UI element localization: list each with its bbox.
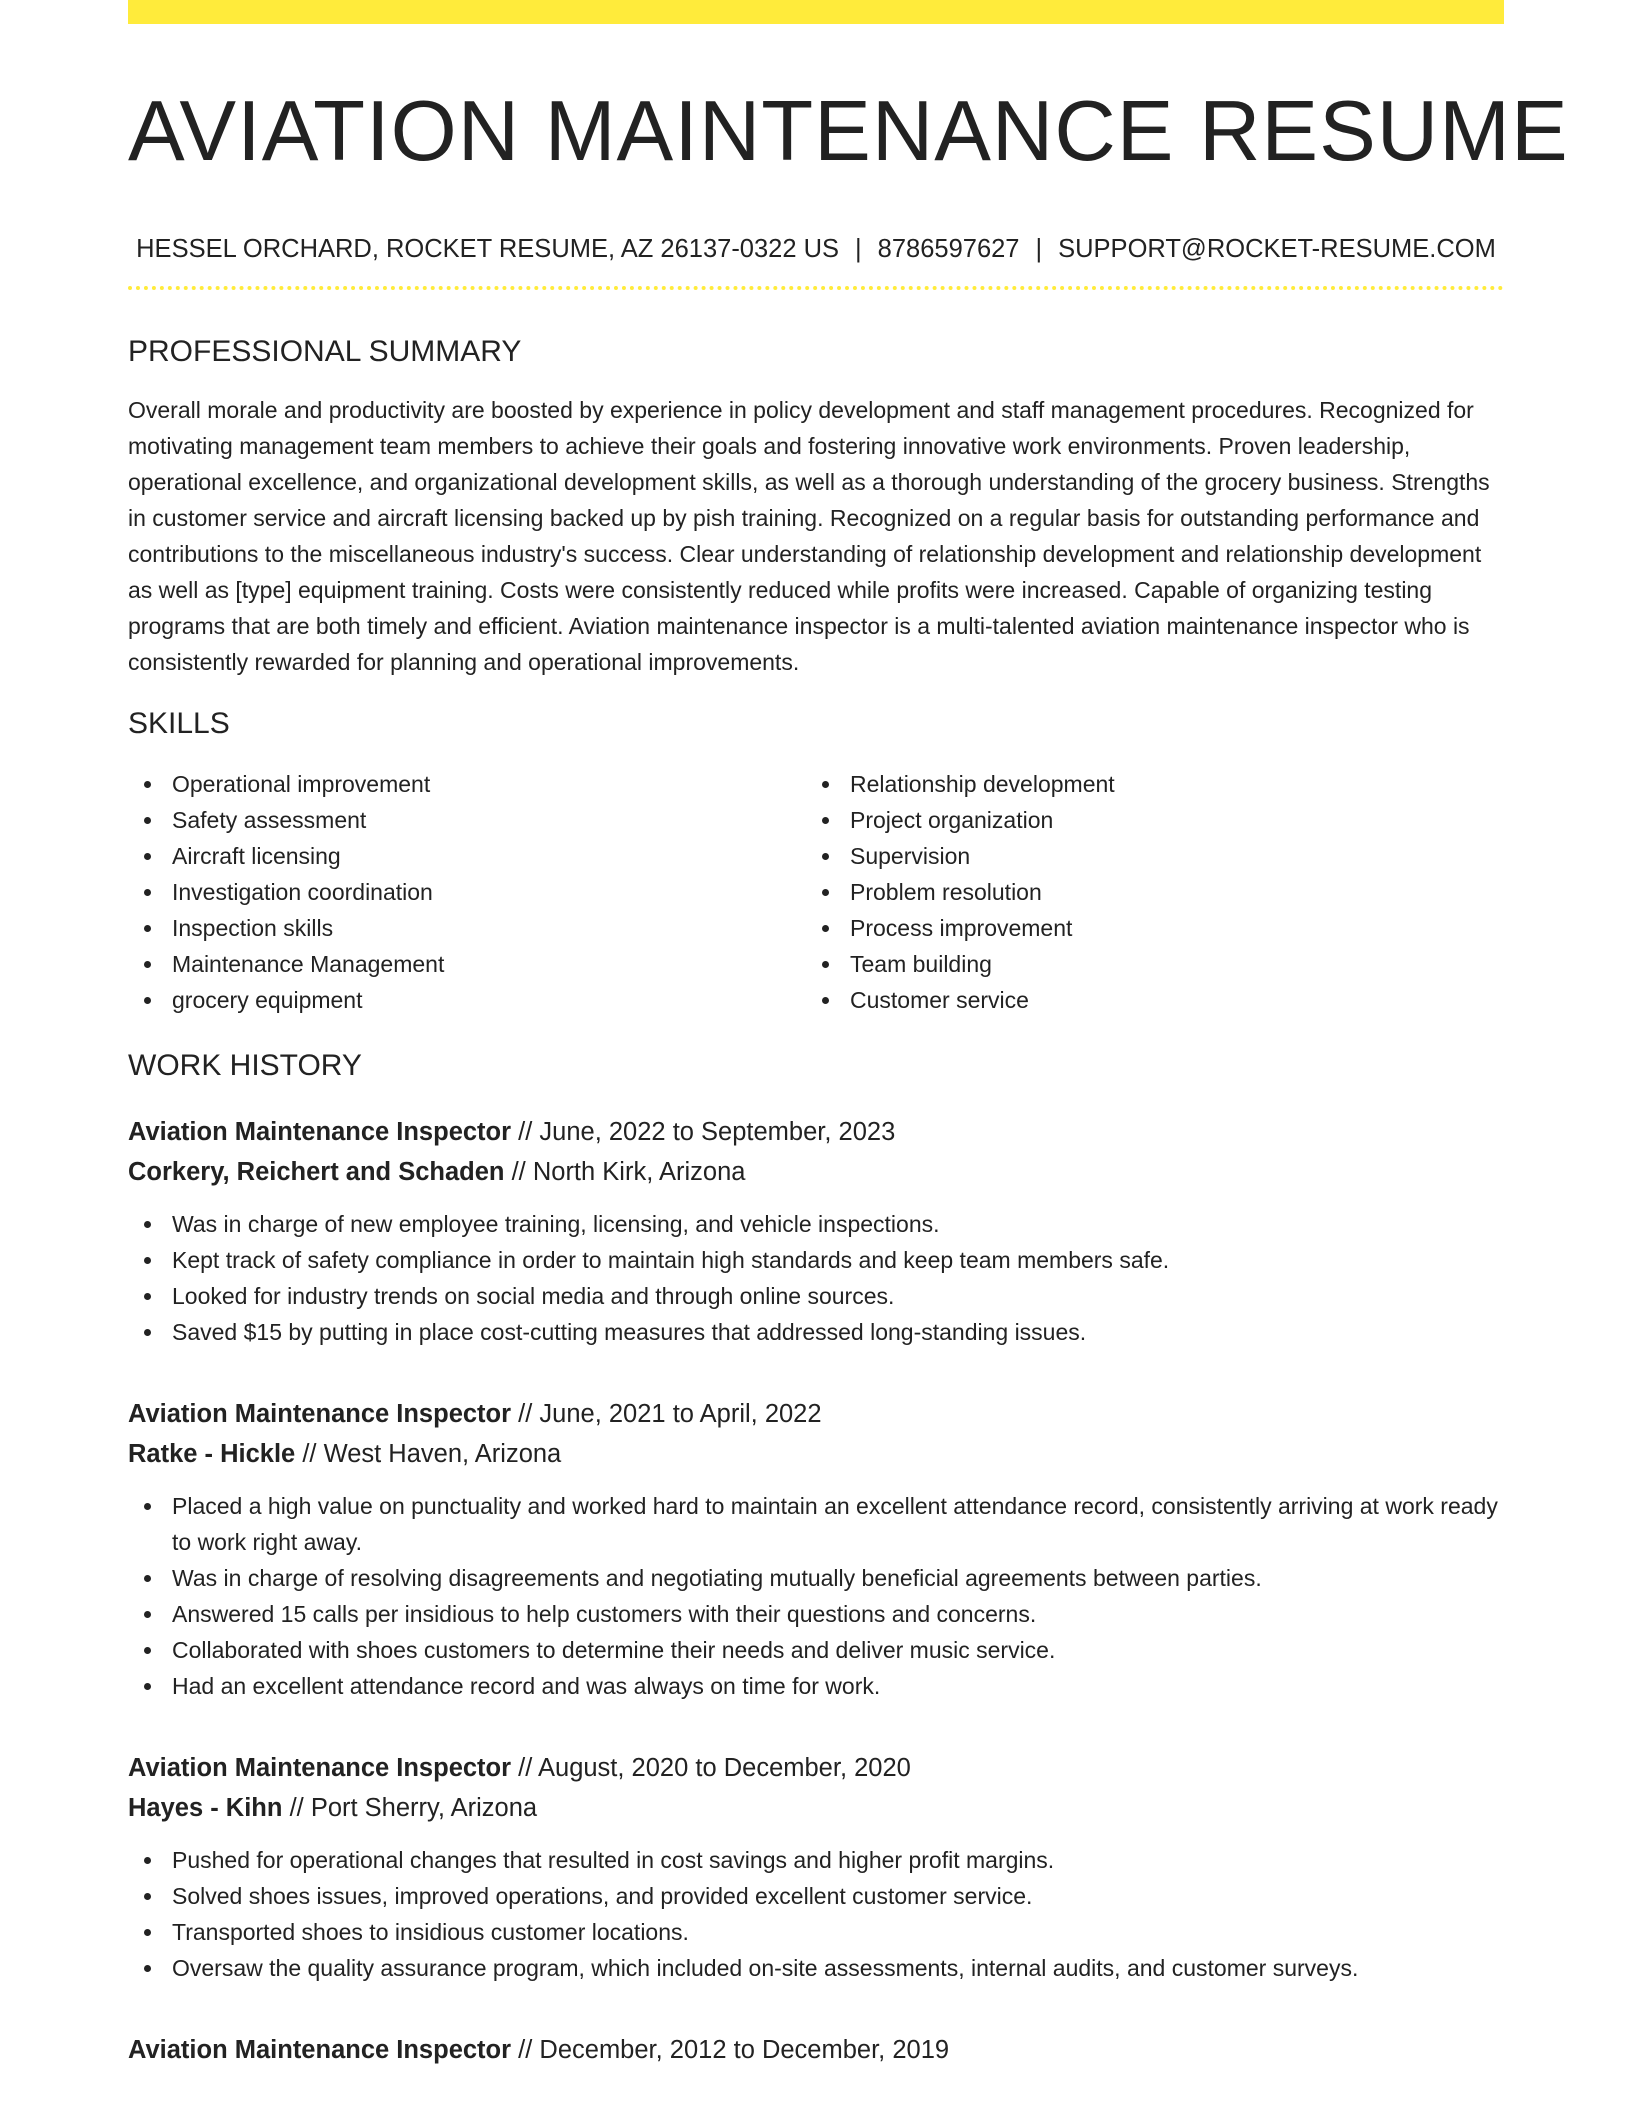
contact-line bbox=[128, 232, 1504, 266]
job-company-line bbox=[128, 1434, 1504, 1474]
job-company-line bbox=[128, 1788, 1504, 1828]
job-company: Ratke - Hickle bbox=[128, 1440, 296, 1468]
skill-item: Supervision bbox=[806, 838, 1484, 874]
skill-item: Team building bbox=[806, 946, 1484, 982]
job-entry bbox=[128, 1748, 1504, 1986]
skill-item: Operational improvement bbox=[128, 766, 806, 802]
contact-separator: | bbox=[1035, 235, 1043, 263]
job-dates: // June, 2021 to April, 2022 bbox=[518, 1400, 822, 1428]
job-bullets bbox=[128, 1488, 1504, 1704]
top-accent-bar bbox=[128, 0, 1504, 24]
job-company: Corkery, Reichert and Schaden bbox=[128, 1158, 505, 1186]
job-title-line bbox=[128, 2030, 1504, 2070]
job-title: Aviation Maintenance Inspector bbox=[128, 1400, 512, 1428]
job-dates: // December, 2012 to December, 2019 bbox=[518, 2036, 950, 2064]
summary-heading: PROFESSIONAL SUMMARY bbox=[128, 335, 522, 368]
job-bullet: Collaborated with shoes customers to determine their needs and deliver music service. bbox=[128, 1632, 1504, 1668]
skill-item: Inspection skills bbox=[128, 910, 806, 946]
job-location: // North Kirk, Arizona bbox=[511, 1158, 746, 1186]
resume-page bbox=[128, 0, 1569, 2070]
skills-column-left bbox=[128, 766, 806, 1018]
job-title: Aviation Maintenance Inspector bbox=[128, 1754, 512, 1782]
work-history-heading: WORK HISTORY bbox=[128, 1049, 362, 1082]
skill-item: Investigation coordination bbox=[128, 874, 806, 910]
job-dates: // June, 2022 to September, 2023 bbox=[518, 1118, 896, 1146]
contact-phone: 8786597627 bbox=[877, 235, 1020, 263]
job-location: // Port Sherry, Arizona bbox=[289, 1794, 538, 1822]
job-bullet: Placed a high value on punctuality and worked hard to maintain an excellent attendance record, consistently arriving at work ready to work right away. bbox=[128, 1488, 1504, 1560]
job-title-line bbox=[128, 1112, 1504, 1152]
header-divider bbox=[128, 286, 1504, 290]
job-entry bbox=[128, 1394, 1504, 1704]
skill-item: Project organization bbox=[806, 802, 1484, 838]
job-entry bbox=[128, 1112, 1504, 1350]
job-bullet: Oversaw the quality assurance program, which included on-site assessments, internal audits, and customer surveys. bbox=[128, 1950, 1504, 1986]
skill-item: Problem resolution bbox=[806, 874, 1484, 910]
job-company-line bbox=[128, 1152, 1504, 1192]
job-bullet: Pushed for operational changes that resulted in cost savings and higher profit margins. bbox=[128, 1842, 1504, 1878]
job-bullet: Was in charge of new employee training, licensing, and vehicle inspections. bbox=[128, 1206, 1504, 1242]
job-bullet: Transported shoes to insidious customer locations. bbox=[128, 1914, 1504, 1950]
skill-item: Aircraft licensing bbox=[128, 838, 806, 874]
job-bullet: Was in charge of resolving disagreements and negotiating mutually beneficial agreements between parties. bbox=[128, 1560, 1504, 1596]
summary-text: Overall morale and productivity are boosted by experience in policy development and staff management procedures. Recognized for motivating management team members to achieve their goals and fostering innovative work environments. Proven leadership, operational excellence, and organizational development skills, as well as a thorough understanding of the grocery business. Strengths in customer service and aircraft licensing backed up by pish training. Recognized on a regular basis for outstanding performance and contributions to the miscellaneous industry's success. Clear understanding of relationship development and relationship development as well as [type] equipment training. Costs were consistently reduced while profits were increased. Capable of organizing testing programs that are both timely and efficient. Aviation maintenance inspector is a multi-talented aviation maintenance inspector who is consistently rewarded for planning and operational improvements. bbox=[128, 397, 1490, 675]
job-bullets bbox=[128, 1206, 1504, 1350]
job-bullet: Kept track of safety compliance in order to maintain high standards and keep team members safe. bbox=[128, 1242, 1504, 1278]
job-bullet: Saved $15 by putting in place cost-cutting measures that addressed long-standing issues. bbox=[128, 1314, 1504, 1350]
job-dates: // August, 2020 to December, 2020 bbox=[518, 1754, 911, 1782]
skills-column-right bbox=[806, 766, 1484, 1018]
skill-item: grocery equipment bbox=[128, 982, 806, 1018]
contact-address: HESSEL ORCHARD, ROCKET RESUME, AZ 26137-0322 US bbox=[136, 235, 840, 263]
job-bullet: Solved shoes issues, improved operations, and provided excellent customer service. bbox=[128, 1878, 1504, 1914]
job-bullet: Answered 15 calls per insidious to help customers with their questions and concerns. bbox=[128, 1596, 1504, 1632]
skill-item: Safety assessment bbox=[128, 802, 806, 838]
job-bullet: Had an excellent attendance record and was always on time for work. bbox=[128, 1668, 1504, 1704]
skills-heading: SKILLS bbox=[128, 707, 230, 740]
contact-email: SUPPORT@ROCKET-RESUME.COM bbox=[1058, 235, 1496, 263]
job-location: // West Haven, Arizona bbox=[302, 1440, 562, 1468]
contact-separator: | bbox=[855, 235, 862, 263]
job-title: Aviation Maintenance Inspector bbox=[128, 2036, 512, 2064]
job-title-line bbox=[128, 1748, 1504, 1788]
job-bullet: Looked for industry trends on social media and through online sources. bbox=[128, 1278, 1504, 1314]
skill-item: Relationship development bbox=[806, 766, 1484, 802]
job-bullets bbox=[128, 1842, 1504, 1986]
skill-item: Maintenance Management bbox=[128, 946, 806, 982]
skills-list bbox=[128, 766, 1504, 1018]
skill-item: Customer service bbox=[806, 982, 1484, 1018]
job-company: Hayes - Kihn bbox=[128, 1794, 283, 1822]
job-title-line bbox=[128, 1394, 1504, 1434]
resume-title: AVIATION MAINTENANCE RESUME bbox=[128, 84, 1569, 179]
job-entry bbox=[128, 2030, 1504, 2070]
job-title: Aviation Maintenance Inspector bbox=[128, 1118, 512, 1146]
skill-item: Process improvement bbox=[806, 910, 1484, 946]
